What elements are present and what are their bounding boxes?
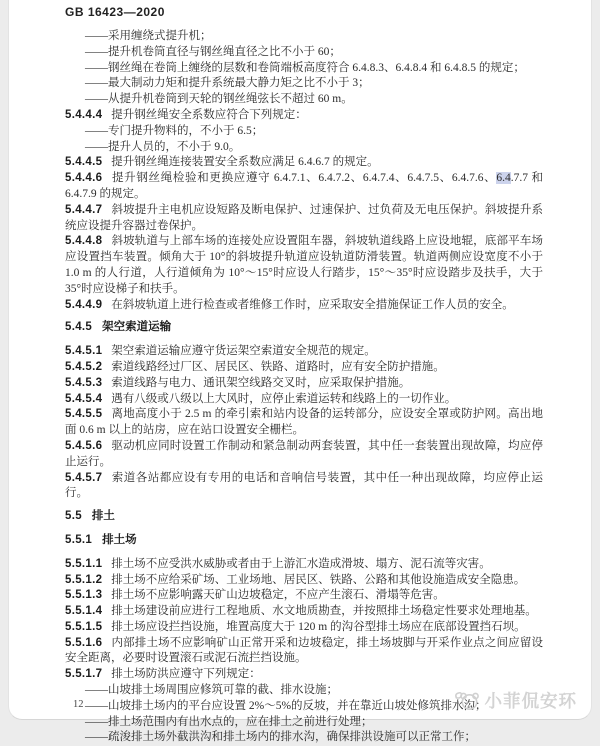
clause-number: 5.5.1.4 [65,605,103,618]
section-heading [65,509,543,525]
body-text: 排土场不应影响露天矿山边坡稳定，不应产生滚石、滑塌等危害。 [111,589,445,602]
body-text: 在斜坡轨道上进行检查或者维修工作时，应采取安全措施保证工作人员的安全。 [111,298,514,311]
body-text: ——山坡排土场内的平台应设置 2%～5%的反坡，并在靠近山坡处修筑排水沟； [85,699,487,712]
body-text: 内部排土场不应影响矿山正常开采和边坡稳定，排土场坡脚与开采作业点之间应留设安全距离，必要时设置滚石或泥石流拦挡设施。 [65,636,543,665]
clause-paragraph [65,155,543,171]
clause-paragraph [65,636,543,668]
highlighted-text: 6.4 [496,172,511,185]
body-text: .7.7 和 6.4.7.9 的规定。 [65,172,544,200]
document-body [65,29,543,746]
body-text: 提升钢丝绳安全系数应符合下列规定： [111,108,307,121]
clause-number: 5.5.1.2 [65,573,103,586]
clause-paragraph [65,171,543,203]
clause-paragraph [65,298,543,314]
body-text: 架空索道运输应遵守货运架空索道安全规范的规定。 [111,345,376,358]
body-text: 离地高度小于 2.5 m 的牵引索和站内设备的运转部分，应设安全罩或防护网。高出地面 0.6 m 以上的站房，应在站口设置安全栅栏。 [65,408,543,437]
body-text: ——最大制动力矩和提升系统最大静力矩之比不小于 3； [85,77,370,90]
standard-number-header: GB 16423—2020 [65,5,165,19]
document-page [8,0,592,744]
clause-paragraph [65,360,543,376]
clause-number: 5.5 [65,510,82,523]
page-content [65,5,543,746]
clause-number: 5.4.4.5 [65,156,103,169]
watermark-text: 小菲侃安环 [484,691,577,711]
clause-number: 5.5.1 [65,533,93,546]
clause-number: 5.4.4.7 [65,203,103,216]
body-text: ——专门提升物料的，不小于 6.5； [85,124,264,137]
clause-paragraph [65,604,543,620]
clause-paragraph [65,203,543,235]
body-text: ——提升机卷筒直径与钢丝绳直径之比不小于 60； [85,45,341,58]
body-text: ——疏浚排土场外截洪沟和排土场内的排水沟，确保排洪设施可以正常工作； [85,731,476,744]
heading-text: 排土 [91,510,115,523]
clause-paragraph [65,439,543,471]
body-text: 索道线路经过厂区、居民区、铁路、道路时，应有安全防护措施。 [111,360,445,373]
clause-paragraph [65,620,543,636]
clause-number: 5.4.5.3 [65,376,103,389]
dash-item [85,76,543,92]
clause-number: 5.5.1.1 [65,557,103,570]
body-text: 驱动机应同时设置工作制动和紧急制动两套装置，其中任一套装置出现故障，均应停止运行。 [65,439,543,468]
body-text: 排土场应设拦挡设施，堆置高度大于 120 m 的沟谷型排土场应在底部设置挡石坝。 [111,620,526,633]
clause-number: 5.4.5 [65,321,93,334]
dash-item [85,730,543,746]
body-text: ——钢丝绳在卷筒上缠绕的层数和卷筒端板高度符合 6.4.8.3、6.4.8.4 和 6.4.8.5 的规定； [85,61,525,74]
clause-number: 5.4.5.4 [65,392,103,405]
clause-paragraph [65,344,543,360]
dash-item [85,92,543,108]
clause-paragraph [65,234,543,297]
heading-text: 排土场 [102,533,137,546]
body-text: 斜坡轨道与上部车场的连接处应设置阻车器，斜坡轨道线路上应设地辊，底部平车场应设置挡车装置。倾角大于 10°的斜坡提升轨道应设轨道防滑装置。轨道两侧应设宽度不小于 1.0 m 的人行道，人行道倾角为 10°～15°时应设人行踏步，15°～35°时应设踏步及扶手，大于 35°时应设梯子和扶手。 [65,235,543,295]
clause-number: 5.4.4.4 [65,108,103,121]
section-heading [65,320,543,336]
body-text: 排土场防洪应遵守下列规定： [111,668,261,681]
dash-item [85,715,543,731]
body-text: ——山坡排土场周围应修筑可靠的截、排水设施； [85,684,338,697]
clause-paragraph [65,573,543,589]
clause-paragraph [65,407,543,439]
clause-number: 5.4.4.6 [65,172,103,185]
body-text: 排土场不应给采矿场、工业场地、居民区、铁路、公路和其他设施造成安全隐患。 [111,573,526,586]
body-text: 排土场建设前应进行工程地质、水文地质勘查，并按照排土场稳定性要求处理地基。 [111,605,537,618]
clause-number: 5.5.1.7 [65,668,103,681]
clause-paragraph [65,376,543,392]
watermark-panda-icon [454,690,480,712]
clause-number: 5.4.5.2 [65,360,103,373]
dash-item [85,45,543,61]
clause-paragraph [65,557,543,573]
clause-number: 5.5.1.3 [65,589,103,602]
clause-number: 5.5.1.6 [65,636,103,649]
body-text: 排土场不应受洪水威胁或者由于上游汇水造成滑坡、塌方、泥石流等灾害。 [111,557,491,570]
heading-text: 架空索道运输 [102,321,172,334]
dash-item [85,140,543,156]
body-text: ——采用缠绕式提升机； [85,30,212,42]
body-text: ——排土场范围内有出水点的，应在排土之前进行处理； [85,715,373,728]
clause-number: 5.4.5.6 [65,439,103,452]
clause-number: 5.4.5.5 [65,408,103,421]
clause-paragraph [65,667,543,683]
body-text: 斜坡提升主电机应设短路及断电保护、过速保护、过负荷及无电压保护。斜坡提升系统应设提升容器过卷保护。 [65,203,543,232]
clause-paragraph [65,471,543,503]
clause-number: 5.4.4.9 [65,298,103,311]
dash-item [85,124,543,140]
body-text: 提升钢丝绳连接装置安全系数应满足 6.4.6.7 的规定。 [111,156,379,169]
body-text: 索道各站都应设有专用的电话和音响信号装置，其中任一种出现故障，均应停止运行。 [65,471,543,500]
clause-paragraph [65,108,543,124]
body-text: 提升钢丝绳检验和更换应遵守 6.4.7.1、6.4.7.2、6.4.7.4、6.4.7.5、6.4.7.6、 [111,172,497,185]
clause-paragraph [65,588,543,604]
dash-item [85,29,543,45]
clause-number: 5.4.5.7 [65,471,103,484]
body-text: ——提升人员的，不小于 9.0。 [85,140,241,153]
dash-item [85,61,543,77]
clause-number: 5.4.4.8 [65,235,103,248]
clause-number: 5.5.1.5 [65,620,103,633]
page-number: 12 [73,699,84,710]
body-text: 遇有八级或八级以上大风时，应停止索道运转和线路上的一切作业。 [111,392,457,405]
clause-number: 5.4.5.1 [65,345,103,358]
body-text: 索道线路与电力、通讯架空线路交叉时，应采取保护措施。 [111,376,411,389]
section-heading [65,533,543,549]
clause-paragraph [65,392,543,408]
watermark [454,688,578,713]
body-text: ——从提升机卷筒到天轮的钢丝绳弦长不超过 60 m。 [85,93,353,106]
